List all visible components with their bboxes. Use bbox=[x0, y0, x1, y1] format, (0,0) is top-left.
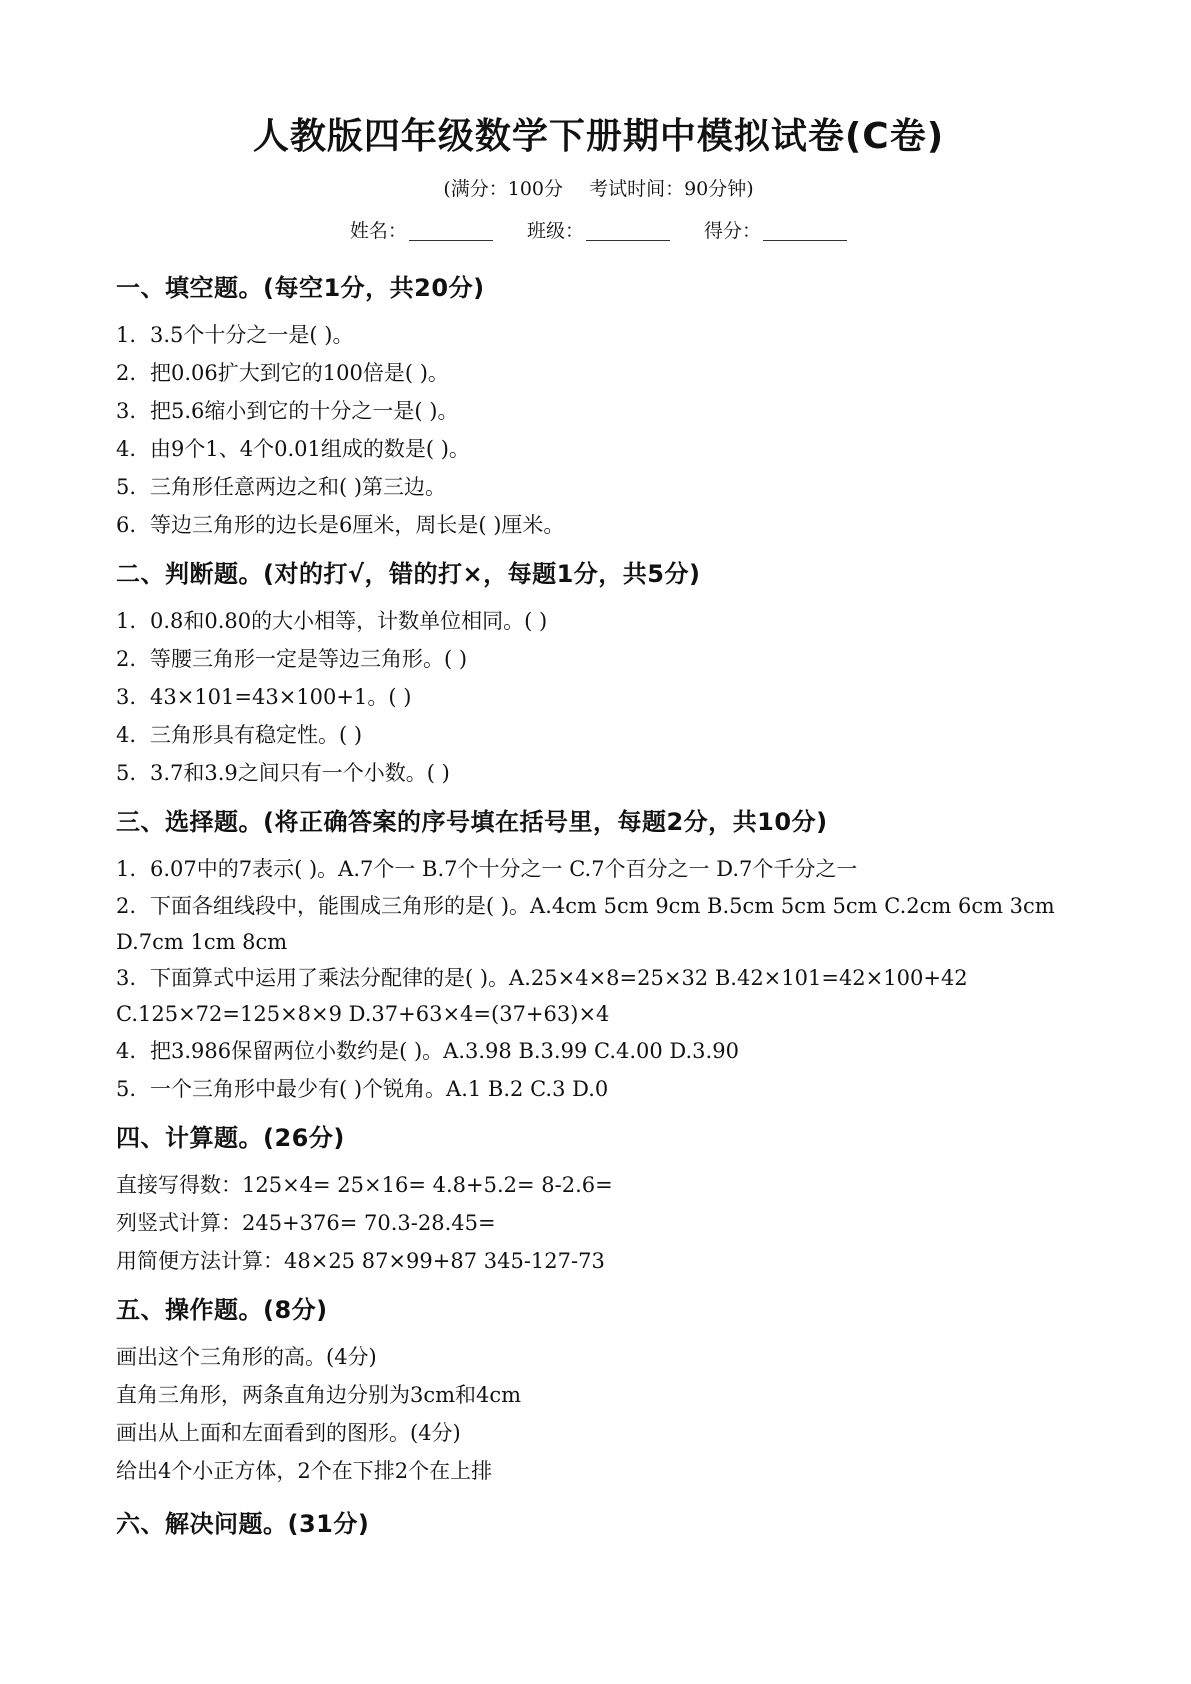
question-number: 4. bbox=[116, 723, 137, 747]
question-text: 把0.06扩大到它的100倍是( )。 bbox=[150, 361, 449, 385]
name-field bbox=[350, 214, 493, 248]
exam-meta bbox=[116, 174, 1081, 204]
question-item bbox=[116, 392, 1081, 430]
question-item bbox=[116, 716, 1081, 754]
section-title: 五、操作题。(8分) bbox=[116, 1296, 328, 1324]
question-text: 下面算式中运用了乘法分配律的是( )。A.25×4×8=25×32 B.42×101=42×100+42 C.125×72=125×8×9 D.37+63×4=(37+63)×4 bbox=[116, 966, 968, 1026]
section-fill-blank bbox=[116, 266, 1081, 544]
section-title: 二、判断题。(对的打√，错的打×，每题1分，共5分) bbox=[116, 560, 701, 588]
line-list bbox=[116, 1338, 1081, 1490]
section-calculation bbox=[116, 1116, 1081, 1280]
question-number: 2. bbox=[116, 647, 137, 671]
question-item bbox=[116, 888, 1081, 960]
section-title: 一、填空题。(每空1分，共20分) bbox=[116, 274, 485, 302]
section-title: 三、选择题。(将正确答案的序号填在括号里，每题2分，共10分) bbox=[116, 808, 828, 836]
question-number: 5. bbox=[116, 475, 137, 499]
exam-time-text: 考试时间：90分钟) bbox=[589, 178, 754, 200]
section-title: 六、解决问题。(31分) bbox=[116, 1510, 370, 1538]
question-number: 1. bbox=[116, 323, 137, 347]
question-number: 1. bbox=[116, 857, 137, 881]
question-text: 3.7和3.9之间只有一个小数。( ) bbox=[150, 761, 450, 785]
question-number: 3. bbox=[116, 685, 137, 709]
class-field bbox=[527, 214, 670, 248]
question-text: 等腰三角形一定是等边三角形。( ) bbox=[150, 647, 468, 671]
question-item bbox=[116, 1032, 1081, 1070]
question-item bbox=[116, 850, 1081, 888]
student-info bbox=[116, 214, 1081, 248]
operation-line: 画出这个三角形的高。(4分) bbox=[116, 1345, 377, 1369]
full-score-text: (满分：100分 bbox=[443, 178, 564, 200]
question-number: 5. bbox=[116, 761, 137, 785]
question-item bbox=[116, 468, 1081, 506]
question-item bbox=[116, 1070, 1081, 1108]
question-number: 3. bbox=[116, 399, 137, 423]
question-number: 5. bbox=[116, 1077, 137, 1101]
question-text: 43×101=43×100+1。( ) bbox=[150, 685, 412, 709]
question-list bbox=[116, 316, 1081, 544]
question-item bbox=[116, 430, 1081, 468]
section-title: 四、计算题。(26分) bbox=[116, 1124, 345, 1152]
section-true-false bbox=[116, 552, 1081, 792]
operation-line: 给出4个小正方体，2个在下排2个在上排 bbox=[116, 1459, 493, 1483]
question-number: 2. bbox=[116, 894, 137, 918]
section-operation bbox=[116, 1288, 1081, 1490]
question-item bbox=[116, 316, 1081, 354]
question-text: 下面各组线段中，能围成三角形的是( )。A.4cm 5cm 9cm B.5cm 5cm 5cm C.2cm 6cm 3cm D.7cm 1cm 8cm bbox=[116, 894, 1055, 954]
line-list bbox=[116, 1166, 1081, 1280]
operation-line: 直角三角形，两条直角边分别为3cm和4cm bbox=[116, 1383, 522, 1407]
question-list bbox=[116, 850, 1081, 1108]
question-item bbox=[116, 754, 1081, 792]
question-item bbox=[116, 678, 1081, 716]
score-field bbox=[704, 214, 847, 248]
question-number: 4. bbox=[116, 1039, 137, 1063]
name-blank[interactable] bbox=[409, 220, 493, 241]
score-label: 得分： bbox=[704, 220, 762, 242]
question-item bbox=[116, 602, 1081, 640]
question-item bbox=[116, 960, 1081, 1032]
name-label: 姓名： bbox=[349, 220, 407, 242]
section-problem-solving bbox=[116, 1502, 1081, 1546]
question-text: 把3.986保留两位小数约是( )。A.3.98 B.3.99 C.4.00 D.3.90 bbox=[150, 1039, 739, 1063]
calc-line: 直接写得数：125×4= 25×16= 4.8+5.2= 8-2.6= bbox=[116, 1173, 613, 1197]
operation-line: 画出从上面和左面看到的图形。(4分) bbox=[116, 1421, 461, 1445]
question-number: 6. bbox=[116, 513, 137, 537]
calc-line: 列竖式计算：245+376= 70.3-28.45= bbox=[116, 1211, 496, 1235]
question-text: 把5.6缩小到它的十分之一是( )。 bbox=[150, 399, 459, 423]
question-text: 三角形任意两边之和( )第三边。 bbox=[150, 475, 447, 499]
question-text: 6.07中的7表示( )。A.7个一 B.7个十分之一 C.7个百分之一 D.7个千分之一 bbox=[150, 857, 858, 881]
question-item bbox=[116, 354, 1081, 392]
calc-line: 用简便方法计算：48×25 87×99+87 345-127-73 bbox=[116, 1249, 605, 1273]
class-blank[interactable] bbox=[586, 220, 670, 241]
question-number: 4. bbox=[116, 437, 137, 461]
question-list bbox=[116, 602, 1081, 792]
question-number: 2. bbox=[116, 361, 137, 385]
question-number: 1. bbox=[116, 609, 137, 633]
question-text: 一个三角形中最少有( )个锐角。A.1 B.2 C.3 D.0 bbox=[150, 1077, 609, 1101]
question-item bbox=[116, 640, 1081, 678]
page-title: 人教版四年级数学下册期中模拟试卷(C卷) bbox=[252, 116, 945, 157]
score-blank[interactable] bbox=[763, 220, 847, 241]
section-multiple-choice bbox=[116, 800, 1081, 1108]
question-item bbox=[116, 506, 1081, 544]
question-number: 3. bbox=[116, 966, 137, 990]
question-text: 等边三角形的边长是6厘米，周长是( )厘米。 bbox=[150, 513, 565, 537]
class-label: 班级： bbox=[526, 220, 584, 242]
question-text: 三角形具有稳定性。( ) bbox=[150, 723, 363, 747]
question-text: 3.5个十分之一是( )。 bbox=[150, 323, 354, 347]
question-text: 由9个1、4个0.01组成的数是( )。 bbox=[150, 437, 470, 461]
question-text: 0.8和0.80的大小相等，计数单位相同。( ) bbox=[150, 609, 548, 633]
